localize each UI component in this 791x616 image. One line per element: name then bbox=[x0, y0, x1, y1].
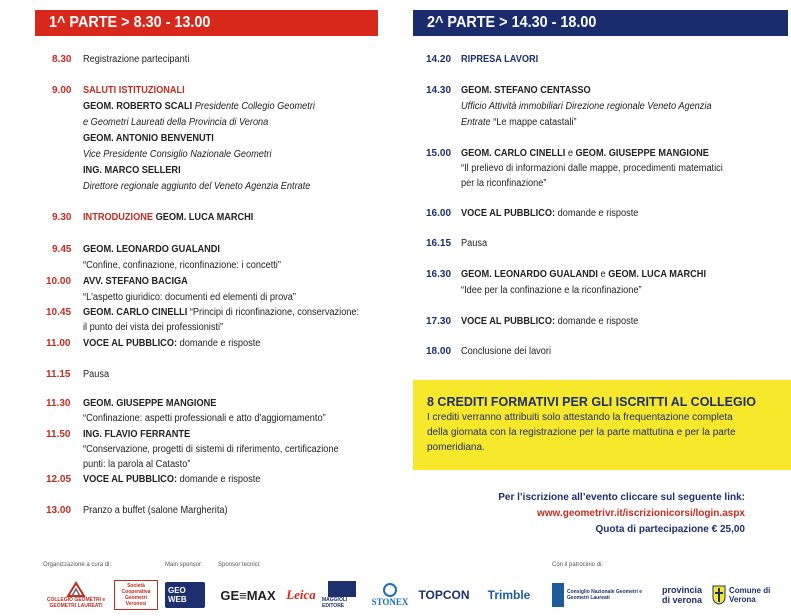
provincia-text: provincia di verona bbox=[661, 585, 702, 605]
comune-text: Comune di Verona bbox=[729, 586, 771, 604]
speaker: GEOM. ROBERTO SCALI bbox=[83, 101, 193, 112]
text: Pausa bbox=[83, 369, 110, 380]
speaker: AVV. STEFANO BACIGA bbox=[83, 276, 188, 287]
time: 16.00 bbox=[426, 208, 452, 219]
collegio-logo bbox=[40, 580, 112, 610]
program-item bbox=[83, 131, 225, 147]
credits-title: 8 CREDITI FORMATIVI PER GLI ISCRITTI AL COLLEGIO bbox=[427, 395, 756, 409]
role: Vice Presidente Consiglio Nazionale Geometri bbox=[83, 149, 272, 160]
label: VOCE AL PUBBLICO: bbox=[461, 316, 556, 327]
collegio-emblem-icon bbox=[66, 581, 86, 597]
label: VOCE AL PUBBLICO: bbox=[461, 208, 556, 219]
program-item bbox=[83, 411, 347, 427]
stonex-text: STONEX bbox=[371, 597, 409, 607]
talk: “Le mappe catastali” bbox=[490, 117, 577, 128]
part2-header bbox=[413, 10, 788, 36]
geomax-logo: GE≡MAX bbox=[220, 587, 276, 603]
role: Presidente Collegio Geometri bbox=[192, 101, 315, 112]
registration-link[interactable]: www.geometrivr.it/iscrizionicorsi/login.aspx bbox=[536, 508, 745, 519]
part1-title: 1^ PARTE > 8.30 - 13.00 bbox=[49, 14, 211, 31]
speaker: GEOM. STEFANO CENTASSO bbox=[461, 85, 591, 96]
program-item bbox=[83, 258, 298, 274]
part2-title: 2^ PARTE > 14.30 - 18.00 bbox=[427, 14, 597, 31]
program-item bbox=[461, 283, 657, 299]
program-item bbox=[461, 161, 746, 177]
speaker: GEOM. LUCA MARCHI bbox=[153, 212, 254, 223]
label: VOCE AL PUBBLICO: bbox=[83, 338, 178, 349]
program-item bbox=[83, 320, 235, 336]
talk: punti: la parola al Catasto” bbox=[83, 459, 191, 470]
societa-logo bbox=[114, 580, 158, 610]
speaker: GEOM. CARLO CINELLI bbox=[461, 148, 566, 159]
speaker: ING. MARCO SELLERI bbox=[83, 165, 181, 176]
talk: per la riconfinazione” bbox=[461, 178, 547, 189]
maggioli-icon bbox=[328, 581, 356, 597]
time: 9.45 bbox=[52, 244, 72, 255]
patronage-label: Con il patrocinio di: bbox=[552, 562, 604, 568]
registration-text: Per l’iscrizione all’evento cliccare sul seguente link: bbox=[498, 492, 745, 503]
text: domande e risposte bbox=[555, 208, 639, 219]
trimble-logo bbox=[478, 580, 540, 610]
speaker: GEOM. GIUSEPPE MANGIONE bbox=[83, 398, 217, 409]
time: 11.00 bbox=[46, 338, 71, 349]
cng-text: Consiglio Nazionale Geometri e Geometri Laureati bbox=[567, 589, 643, 601]
trimble-text: Trimble bbox=[487, 588, 531, 602]
speaker: GEOM. LUCA MARCHI bbox=[608, 269, 707, 280]
time: 11.50 bbox=[46, 429, 71, 440]
cng-icon bbox=[552, 583, 564, 607]
text: Conclusione dei lavori bbox=[461, 346, 552, 357]
label: INTRODUZIONE bbox=[83, 212, 154, 223]
role: Ufficio Attività immobiliari Direzione regionale Veneto Agenzia bbox=[461, 101, 712, 112]
program-item bbox=[461, 115, 587, 131]
talk: “Conservazione, progetti di sistemi di riferimento, certificazione bbox=[83, 444, 339, 455]
text: domande e risposte bbox=[177, 338, 261, 349]
label: RIPRESA LAVORI bbox=[461, 54, 539, 65]
time: 11.15 bbox=[46, 369, 71, 380]
time: 10.00 bbox=[46, 276, 72, 287]
time: 17.30 bbox=[426, 316, 452, 327]
time: 15.00 bbox=[426, 148, 452, 159]
geoweb-text: GEO WEB bbox=[165, 582, 205, 608]
time: 9.00 bbox=[52, 85, 72, 96]
program-item bbox=[83, 442, 361, 458]
text: SALUTI ISTITUZIONALI bbox=[83, 85, 185, 96]
societa-text: Società Cooperativa Geometri Veronesi bbox=[121, 583, 151, 607]
registration-info bbox=[498, 490, 745, 538]
time: 16.30 bbox=[426, 269, 452, 280]
time: 11.30 bbox=[46, 398, 71, 409]
text: domande e risposte bbox=[555, 316, 639, 327]
time: 18.00 bbox=[426, 346, 452, 357]
talk: “Idee per la confinazione e la riconfinazione” bbox=[461, 285, 642, 296]
comune-shield-icon bbox=[712, 585, 726, 605]
program-item bbox=[83, 457, 200, 473]
talk: “Confinazione: aspetti professionali e atto d'aggiornamento” bbox=[83, 413, 326, 424]
collegio-text: COLLEGIO GEOMETRI e GEOMETRI LAUREATI bbox=[46, 597, 106, 609]
maggioli-logo bbox=[322, 580, 362, 610]
program-item bbox=[83, 179, 330, 195]
topcon-logo bbox=[412, 580, 476, 610]
program-item bbox=[83, 290, 314, 306]
talk: il punto dei vista dei professionisti” bbox=[83, 322, 224, 333]
credits-text: I crediti verranno attribuiti solo attestando la frequentazione completa bbox=[427, 412, 733, 423]
time: 8.30 bbox=[52, 54, 72, 65]
time: 12.05 bbox=[46, 474, 72, 485]
label: VOCE AL PUBBLICO: bbox=[83, 474, 178, 485]
time: 14.30 bbox=[426, 85, 452, 96]
geoweb-logo bbox=[165, 580, 205, 610]
time: 9.30 bbox=[52, 212, 72, 223]
conj: e bbox=[597, 269, 609, 280]
time: 13.00 bbox=[46, 505, 72, 516]
time: 14.20 bbox=[426, 54, 452, 65]
registration-fee: Quota di partecipazione € 25,00 bbox=[595, 524, 745, 535]
stonex-logo bbox=[368, 580, 412, 610]
program-item bbox=[83, 147, 288, 163]
text: Pausa bbox=[461, 238, 488, 249]
tech-sponsor-label: Sponsor tecnici: bbox=[218, 562, 261, 568]
speaker: GEOM. LEONARDO GUALANDI bbox=[83, 244, 220, 255]
speaker: GEOM. GIUSEPPE MANGIONE bbox=[575, 148, 709, 159]
text: Registrazione partecipanti bbox=[83, 54, 190, 65]
talk: “Principi di riconfinazione, conservazione: bbox=[187, 307, 360, 318]
speaker: GEOM. ANTONIO BENVENUTI bbox=[83, 133, 214, 144]
speaker: GEOM. LEONARDO GUALANDI bbox=[461, 269, 598, 280]
credits-text: della giornata con la registrazione per la parte mattutina e per la parte bbox=[427, 427, 736, 438]
maggioli-text: MAGGIOLI EDITORE bbox=[322, 597, 348, 609]
stonex-icon bbox=[381, 583, 399, 597]
main-sponsor-label: Main sponsor: bbox=[165, 562, 203, 568]
leica-logo: Leica bbox=[286, 587, 316, 602]
talk: “Il prelievo di informazioni dalle mappe, procedimenti matematici bbox=[461, 163, 723, 174]
program-item bbox=[461, 176, 554, 192]
part1-header bbox=[35, 10, 378, 36]
program-item bbox=[83, 163, 189, 179]
time: 16.15 bbox=[426, 238, 452, 249]
provincia-logo bbox=[658, 580, 706, 610]
conj: e bbox=[565, 148, 576, 159]
cng-logo bbox=[552, 580, 648, 610]
role: Entrate bbox=[461, 117, 491, 128]
talk: “L'aspetto giuridico: documenti ed elementi di prova” bbox=[83, 292, 296, 303]
program-item bbox=[461, 99, 733, 115]
time: 10.45 bbox=[46, 307, 72, 318]
role: e Geometri Laureati della Provincia di Verona bbox=[83, 117, 269, 128]
speaker: ING. FLAVIO FERRANTE bbox=[83, 429, 191, 440]
speaker: GEOM. CARLO CINELLI bbox=[83, 307, 188, 318]
role: Direttore regionale aggiunto del Veneto Agenzia Entrate bbox=[83, 181, 311, 192]
program-item bbox=[83, 99, 335, 115]
credits-box bbox=[413, 380, 791, 470]
text: Pranzo a buffet (salone Margherita) bbox=[83, 505, 228, 516]
text: domande e risposte bbox=[177, 474, 261, 485]
comune-logo bbox=[712, 580, 788, 610]
talk: “Confine, confinazione, riconfinazione: i concetti” bbox=[83, 260, 281, 271]
credits-text: pomeridiana. bbox=[427, 442, 485, 453]
topcon-text: TOPCON bbox=[418, 588, 470, 602]
program-item bbox=[83, 115, 284, 131]
org-label: Organizzazione a cura di: bbox=[43, 562, 112, 568]
